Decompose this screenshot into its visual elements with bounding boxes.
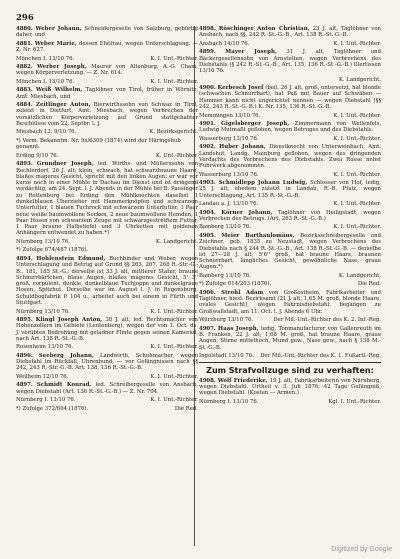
- footnote: [16, 138, 198, 151]
- signature-authority: K. Landgericht.: [338, 76, 381, 83]
- entry-text: Maurer von Altenburg, A.-G. Cham, wegen Körperverletzung. — Z. Nr. 614.: [16, 64, 198, 77]
- signature-authority: K. Landgericht.: [338, 272, 381, 279]
- entry-text: Schlosser von Hof, ledig, 25 J. alt, ehedem zuletzt in Landau, R.-B. Pfalz, wegen Unterschlagung, Art. 135 R.-St.-G.-B.: [199, 180, 381, 199]
- entry-name: Zeitlinger Anton,: [35, 102, 91, 109]
- entry: [199, 378, 381, 397]
- entry-name: Schmidt Konrad,: [36, 382, 92, 389]
- entry-name: Kerbesch Josef: [217, 85, 264, 92]
- footnote: [199, 281, 381, 287]
- entry-signature: [199, 136, 381, 142]
- entry-name: Werber Joseph,: [37, 64, 87, 71]
- signature-place-date: Rosenheim 13/10 76.: [16, 344, 74, 351]
- footnote: [16, 247, 198, 253]
- entry: [199, 233, 381, 271]
- entry: [16, 382, 198, 395]
- entry-number: 4904.: [199, 209, 216, 216]
- entry-text: 19 J. alt, Fabrikarbeiterin von Nürnberg, wegen Diebstahl. Urtheil v. 3. Juli 1876: 42 Tage Gefängniß, wegen Diebstahl. (Kosten — Armen.): [199, 377, 381, 397]
- signature-authority: K. I. Unt.-Richter.: [150, 344, 198, 351]
- entry-number: 4893.: [16, 161, 33, 168]
- entry: [199, 180, 381, 199]
- signature-place-date: Nürnberg 13/10 76.: [16, 238, 70, 245]
- entry-name: Körner Johann,: [221, 209, 273, 216]
- signature-place-date: Bamberg 13/10 76.: [199, 224, 252, 231]
- entry-signature: [16, 309, 198, 315]
- entry-signature: [199, 113, 381, 119]
- entry-number: 4883.: [16, 87, 33, 94]
- entry-number: 4907.: [199, 325, 216, 332]
- entry-name: Weber Johann,: [35, 26, 82, 32]
- signature-place-date: Ansbach 14/10 76.: [199, 40, 250, 47]
- entry-number: 4884.: [16, 102, 33, 109]
- entry-number: 4894.: [16, 255, 33, 262]
- signature-place-date: Nürnberg I. 13/10 76.: [199, 398, 259, 405]
- entry-signature: [16, 239, 198, 245]
- entry-number: 4901.: [199, 120, 216, 127]
- entry-signature: [16, 56, 198, 62]
- signature-authority: K. I. Unt.-Richter.: [150, 373, 198, 380]
- entry: [199, 326, 381, 351]
- footnote-text: *) Zufolge 674/487 (1876).: [16, 247, 89, 254]
- entry-text: dessen Ehefrau, wegen Unterschlagung. — Z. Nr. 627.: [16, 40, 199, 54]
- right-column: [199, 26, 381, 407]
- entry-signature: [16, 153, 198, 159]
- entry-name: Haas Joseph,: [218, 325, 259, 332]
- entry: [199, 210, 381, 223]
- signature-authority: K. Bezirksgericht.: [149, 129, 198, 136]
- entry-text: Buchbinder und Weber, wegen Unterschlagung und Betrug auf Grund §§ 263, 267, 268 R.-Str.-G.-B., 181, 185 St.-G.; derselbe ist 33 J. alt, mittlerer Statur, braune Schnurrbärtchen, blaue Augen, blaßes mageres Gesicht, 5' 3'' groß, corpulent, dunkle, dunkelblaue Tuchjoppe und dunkelgraue Hosen, Spitzhut. Derselbe war im August l. J. in Regensburg, Schuldbogfabrik P. 104 u., arbeitet auch bei einem in Fürth und Stuttgart.: [16, 255, 199, 307]
- signature-place-date: Wasserburg 13/10 76.: [199, 171, 259, 178]
- entry-text: Landwirth, Schuhmacher, wegen Diebstahl im Rückfall, Uhrenbund, — vor Gefängnissen nach §§ 242, 243 R.-Str.-G.-B. Art. 138, 136 R.-St.-G.-B.: [16, 352, 199, 372]
- entry-name: Hohlenstein Edmund,: [36, 255, 106, 262]
- signature-authority: K. I. Unt.-Richter.: [333, 201, 381, 208]
- entry-text: 38 J. alt, led. Rechtsmacher von Hohenzollern im Gebiete (Lentenberg), wegen der von 1. Oct. ds. J. verübten Bedrohung mit geladner Flinte gegen seinen Kamerad, nach Art. 138 R.-St.-G.-B.: [16, 316, 199, 342]
- entry-text: led. Wirths- und Müllerssohn von Rechlerdorf, 26 J. alt, klein, schwach, hat schwarzbraune Haare, blaßes mageres Gesicht, spricht mit den linken Augen; er war vor kurze noch in einer Mühle in Dachau im Dienst und ist dringend verdächtig, am 24. Sept. l. J. Abends in der Mühle bei B. Pausinger zu Rottenburg bei Erding den Mühlknechten daselbst 1 dunkelblauen Überzieher mit Hammerknöpfen und schwarzem Unterfutter, 1 blauen Tuchrock mit schwarzem Unterfutter, 1 Paar neue weiße baumwollene Socken, 2 neue baumwollene Hemden, 1 Paar Hosen von schwarzem Zeuge mit schwarzgestreiftem Futter, 1 Paar braune Halbstiefel und 3 Uhrketten mit goldenen Anhängern entwendet zu haben.*): [16, 161, 199, 237]
- entry-text: Bezirksschreibergeselle und Zeichner, geb. 1835 zu Neustadt, wegen Verbrechens des Diebstahls nach § 244 R.-St.-G.-B., Art. 138 R.-St.-G.-B. — derselbe ist 27—28 J. alt, 5'6'' groß, hat braune Haare, braunen Schnurrbart, längliches Gesicht, gewöhnliche Nase, graue Augen.*): [199, 232, 381, 271]
- entry-text: Zimmermann von Wellenfels, Ludwig Mutmaßt geflohen, wegen Betruges und des Diebstahls.: [199, 120, 382, 134]
- signature-authority: Kgl. I. Unt.-Richter.: [328, 398, 381, 405]
- entry-name: Meier Barthaulomäus,: [221, 232, 295, 239]
- entry-number: 4899.: [199, 49, 216, 56]
- entry: [16, 317, 198, 342]
- entry-number: 4900.: [199, 85, 216, 92]
- signature-authority: K. I. Unt.-Richter.: [150, 55, 198, 62]
- entry-name: Mayer Joseph,: [225, 49, 277, 56]
- entry-name: Röschinger Anton Christian,: [218, 26, 310, 32]
- entry: [199, 85, 381, 110]
- entry-text: Taglöhner von Heiligstadt, wegen Verbrechen des Betrugs. (Art. 263 R.-St.-G.-B.): [199, 209, 381, 222]
- footnote-editor: Die Red.: [174, 405, 198, 412]
- entry: [16, 64, 198, 77]
- signature-place-date: München I. 13/10 76.: [16, 78, 75, 85]
- entry-signature: [199, 399, 381, 405]
- footnote: [16, 406, 198, 412]
- entry-name: Grundner Joseph,: [36, 161, 94, 168]
- signature-authority: K. I. Unt.-Richter.: [333, 224, 381, 231]
- signature-authority: K. I. Unt.-Richter.: [333, 135, 381, 142]
- signature-place-date: Ingolstadt 13/10 76.: [199, 353, 254, 360]
- entry-signature: [199, 224, 381, 230]
- entry-signature: [199, 273, 381, 279]
- left-column: [16, 26, 198, 414]
- entry-number: 4880.: [16, 26, 33, 32]
- signature-authority: K. I. Unt.-Richter.: [150, 78, 198, 85]
- entry: [199, 121, 381, 134]
- signature-place-date: Nürnberg 13/10 76.: [16, 308, 70, 315]
- entry-number: 4898.: [199, 26, 216, 32]
- signature-authority: K. I. Unt.-Richter.: [150, 308, 198, 315]
- entry: [199, 49, 381, 74]
- signature-place-date: Weilheim 12/10 76.: [16, 373, 69, 380]
- entry: [16, 87, 198, 100]
- entry-number: 4895.: [16, 316, 33, 323]
- signature-authority: K. Landgericht.: [155, 238, 198, 245]
- footnote-editor: Die Red.: [357, 281, 381, 288]
- entry-signature: [199, 353, 381, 359]
- entry: [16, 41, 198, 54]
- entry-text: von Großostheim, Fabrikarbeiter und Taglöhner, hiesl. Bezirksamt (21 J. alt, 1,65 M. groß, blonde Haare, ovales Gesicht), wegen Fahrnisdiebstahl, begangen zu Großwallstadt, am 11. Oct. l. J. Abends 6 Uhr.: [199, 289, 381, 315]
- signature-place-date: Wasserburg 13/10 76.: [199, 135, 259, 142]
- entry: [199, 144, 381, 169]
- entry-number: 4908.: [199, 377, 216, 384]
- watermark: Digitized by Google: [331, 546, 392, 553]
- page-number: 296: [16, 13, 34, 23]
- entry-number: 4902.: [199, 144, 216, 151]
- entry-signature: [199, 317, 381, 323]
- entry-text: Dienstknecht von Unterweinbach, Amt. Landshut, Landg. Mainburg geflohen, wegen des dringenden Verdachts des Verbrechens des Diebstahls. Zwei Rosse nebst Fuhrwerk abgenommen.: [199, 144, 381, 170]
- entry: [199, 290, 381, 315]
- entry-text: Taglöhner von Tirol, früher in Wörnitz, Amt. Miesbach, und: [16, 87, 199, 100]
- signature-authority: K. I. Unt.-Richter.: [333, 171, 381, 178]
- entry-signature: [199, 172, 381, 178]
- entry-name: Strohl Adam: [221, 289, 264, 296]
- entry: [16, 26, 198, 39]
- entry-number: 4896.: [16, 352, 33, 359]
- entry-text: led. Schreibergeselle von Ansbach, wegen Diebstahl (Art. 136 R.-St.-G.-B.) — Z. Nr. 704.: [16, 382, 199, 395]
- signature-authority: Der Mil.-Unt.-Richter des K. 1. Fußartl.-Reg.: [260, 353, 381, 360]
- entry-signature: [16, 397, 198, 403]
- entry-signature: [199, 41, 381, 47]
- footnote-text: *) Zufolge 372/604 (1876).: [16, 405, 89, 412]
- entry-text: (beil. 26 J. alt, groß, untersetzt, hat blonde (schwachen Schnurrbart), hat Paß mit Bauer auf Schwäben — Hammer kann nicht ungerichtet nennen — wegen Diebstahl (§§ 242, 243 R.-St.-G.-B.) K. Nr. 135, 136 R.-St.-G.-B.: [199, 85, 382, 111]
- entry-name: Huber Johann,: [219, 144, 266, 151]
- entry-signature: [16, 374, 198, 380]
- entry-name: Weber Marie,: [34, 40, 77, 47]
- signature-authority: K. I. Unt.-Richter.: [333, 112, 381, 119]
- signature-place-date: Landau a. J. 13/10 76.: [199, 201, 259, 208]
- entry: [16, 256, 198, 306]
- entry-text: Bierwirthssohn von Schwaz in Tirol, zuletzt in Dietfurt, Amt. Miesbach, wegen Verbrechen der vorsätzlichen Körperverletzung auf Grund stattgehabter Beschlüsse vom 22. Septbr. l. J.: [16, 102, 198, 127]
- entry-signature: [16, 129, 198, 135]
- entry-name: Gigelsberger Joseph,: [221, 120, 290, 127]
- entry-name: Weiß Wilhelm,: [35, 87, 83, 94]
- entry-text: 23 J. alt, Taglöhner von Ansbach, nach §§. 242 R.-St.-G.-B., Art. 138 R.-St.-G.-B.: [199, 26, 381, 39]
- entry-name: Seeberg Johann,: [38, 352, 94, 359]
- entry-signature: [16, 79, 198, 85]
- signature-authority: K. Unt.-Richter.: [155, 152, 198, 159]
- entry: [16, 161, 198, 237]
- entry: [16, 353, 198, 372]
- entry-signature: [16, 344, 198, 350]
- section-heading: Zum Strafvollzuge sind zu verhaften:: [206, 365, 374, 375]
- entry-signature: [199, 77, 381, 83]
- entry-text: Schneidergeselle von Salzburg, gebürtig daher, und: [16, 26, 199, 39]
- entry-name: Wolf Friederike,: [217, 377, 268, 384]
- signature-place-date: München I. 13/10 76.: [16, 55, 75, 62]
- signature-authority: K. I. Unt.-Richter.: [333, 40, 381, 47]
- entry-text: 31 J. alt, Taglöhner und Bäckergesellensohn von Arnstetten, wegen Verbrechens des Diebstahls (§ 242 R.-St.-G.-B., Art. 135, 136 R.-St.-G.-B.) Illertissen 13/10 76.: [199, 49, 382, 75]
- signature-place-date: Würzburg 13/10 76.: [199, 317, 254, 324]
- entry-number: 4905.: [199, 232, 216, 239]
- entry-number: 4906.: [199, 289, 216, 296]
- entry-name: Klingl Joseph Anton,: [35, 316, 103, 323]
- signature-place-date: Nürnberg I. 13/10 76.: [16, 397, 76, 404]
- entry: [16, 102, 198, 127]
- signature-place-date: Miesbach 13. 9/10 76.: [16, 129, 77, 136]
- entry: [199, 26, 381, 39]
- entry-number: 4882.: [16, 64, 33, 71]
- entry-number: 4897.: [16, 382, 33, 389]
- entry-number: 4881.: [16, 40, 33, 47]
- signature-authority: Der Mil.-Unt.-Richter des K. 2. Inf.-Reg.: [273, 317, 381, 324]
- signature-place-date: Erding 9/10 76.: [16, 152, 59, 159]
- signature-authority: K. I. Unt.-Richter.: [150, 397, 198, 404]
- entry-name: Schmidlepp Johann Ludwig,: [218, 180, 308, 187]
- entry-signature: [199, 201, 381, 207]
- entry-number: 4903.: [199, 180, 216, 187]
- signature-place-date: Bamberg 13/10 76.: [199, 272, 252, 279]
- footnote-text: *) Zufolge 614/203 (1876).: [199, 281, 272, 288]
- footnote-text: *) Verm. Bekanntm. Nr. 9x/6309 (1874) wird der Häringshub genannt.: [16, 137, 181, 151]
- section-rule: [199, 362, 381, 363]
- entry-text: ledig, Tonmanufacturer von Gallenreuth im B. Franken, 22 J. alt, 1,68 M. groß, hat braune Haare, graue Augen, Stirne mittelhoch, Mund gew., Nase gew., nach § 138 M.-St.-G.-B.: [199, 325, 381, 351]
- signature-place-date: Memmingen 13/10 76.: [199, 112, 261, 119]
